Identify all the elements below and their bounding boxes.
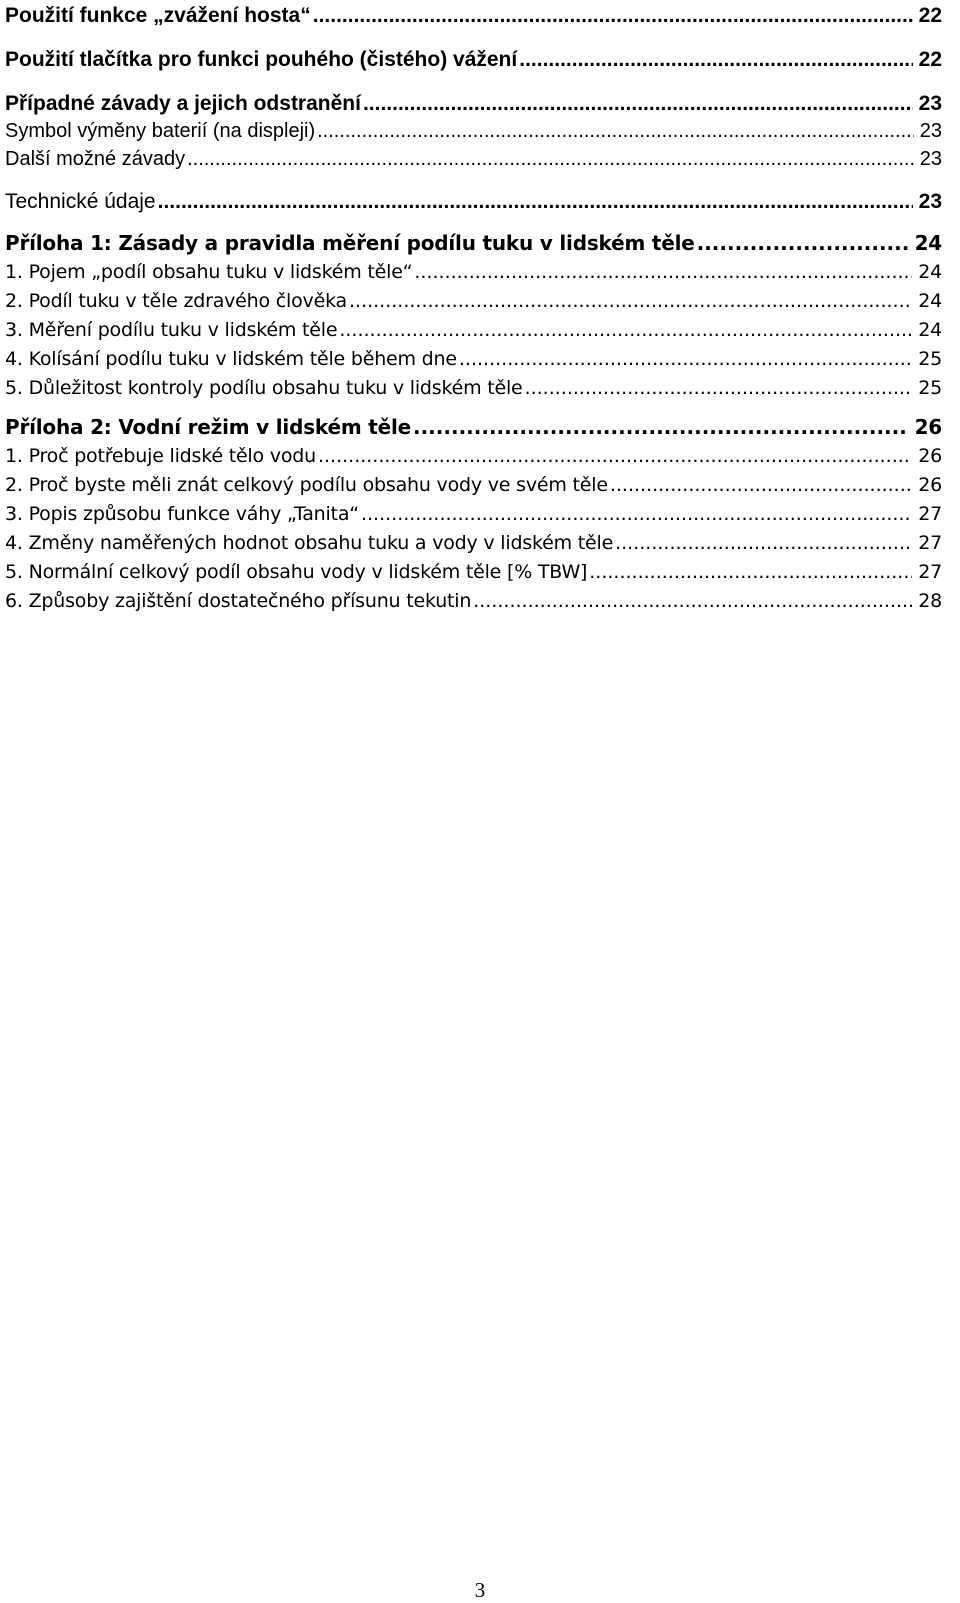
toc-entry-page: 27: [918, 532, 942, 554]
toc-entry-title: Další možné závady: [5, 148, 186, 170]
toc-entry-title: 1. Pojem „podíl obsahu tuku v lidském těle“: [5, 261, 413, 283]
toc-entry[interactable]: [5, 499, 942, 530]
toc-entry-page: 24: [918, 319, 942, 341]
toc-entry-title: 6. Způsoby zajištění dostatečného přísunu tekutin: [5, 590, 472, 612]
toc-leader-dots: [525, 373, 913, 404]
toc-entry[interactable]: [5, 0, 942, 31]
toc-entry[interactable]: [5, 186, 942, 217]
toc-entry[interactable]: [5, 144, 942, 175]
toc-entry[interactable]: [5, 286, 942, 317]
toc-entry[interactable]: [5, 441, 942, 472]
toc-entry-title: 4. Kolísání podílu tuku v lidském těle během dne: [5, 348, 457, 370]
toc-entry-page: 23: [919, 120, 942, 142]
toc-leader-dots: [363, 88, 913, 119]
toc-entry-page: 25: [918, 348, 942, 370]
toc-entry-page: 23: [918, 92, 942, 115]
toc-entry[interactable]: [5, 88, 942, 119]
toc-leader-dots: [361, 499, 912, 530]
toc-entry[interactable]: [5, 586, 942, 617]
toc-leader-dots: [187, 144, 914, 175]
toc-entry-title: Použití tlačítka pro funkci pouhého (čistého) vážení: [5, 48, 518, 71]
toc-leader-dots: [339, 315, 912, 346]
toc-leader-dots: [413, 412, 909, 443]
toc-entry[interactable]: [5, 44, 942, 75]
toc-leader-dots: [318, 441, 912, 472]
toc-entry-page: 24: [918, 261, 942, 283]
toc-leader-dots: [615, 528, 912, 559]
toc-entry-title: Symbol výměny baterií (na displeji): [5, 120, 316, 142]
toc-entry-title: Použití funkce „zvážení hosta“: [5, 4, 311, 27]
toc-leader-dots: [610, 470, 912, 501]
toc-entry[interactable]: [5, 344, 942, 375]
toc-entry-page: 24: [914, 231, 942, 255]
toc-entry-title: Příloha 2: Vodní režim v lidském těle: [5, 415, 411, 439]
toc-entry-page: 27: [918, 561, 942, 583]
toc-entry-title: Příloha 1: Zásady a pravidla měření podílu tuku v lidském těle: [5, 231, 695, 255]
toc-entry-title: Případné závady a jejich odstranění: [5, 92, 361, 115]
page-number: 3: [474, 1578, 486, 1602]
toc-leader-dots: [313, 0, 913, 31]
toc-entry[interactable]: [5, 528, 942, 559]
toc-entry-title: 5. Normální celkový podíl obsahu vody v lidském těle [% TBW]: [5, 561, 588, 583]
toc-leader-dots: [158, 186, 913, 217]
toc-leader-dots: [519, 44, 912, 75]
toc-entry-title: 2. Podíl tuku v těle zdravého člověka: [5, 290, 347, 312]
toc-entry-page: 26: [914, 415, 942, 439]
toc-entry-page: 26: [918, 445, 942, 467]
toc-entry-page: 22: [918, 4, 942, 27]
toc-leader-dots: [349, 286, 912, 317]
toc-leader-dots: [589, 557, 912, 588]
toc-entry-page: 23: [919, 148, 942, 170]
toc-entry[interactable]: [5, 116, 942, 147]
toc-entry-title: Technické údaje: [5, 190, 156, 213]
toc-entry-page: 22: [918, 48, 942, 71]
toc-entry-title: 3. Měření podílu tuku v lidském těle: [5, 319, 338, 341]
toc-entry-page: 24: [918, 290, 942, 312]
toc-leader-dots: [317, 116, 914, 147]
toc-entry-title: 3. Popis způsobu funkce váhy „Tanita“: [5, 503, 359, 525]
toc-entry-page: 25: [918, 377, 942, 399]
toc-entry[interactable]: [5, 470, 942, 501]
toc-entry[interactable]: [5, 315, 942, 346]
toc-leader-dots: [414, 257, 912, 288]
toc-entry-page: 26: [918, 474, 942, 496]
toc-entry[interactable]: [5, 257, 942, 288]
toc-entry[interactable]: [5, 228, 942, 259]
toc-entry-title: 5. Důležitost kontroly podílu obsahu tuku v lidském těle: [5, 377, 523, 399]
toc-entry[interactable]: [5, 557, 942, 588]
toc-entry-title: 4. Změny naměřených hodnot obsahu tuku a vody v lidském těle: [5, 532, 614, 554]
toc-leader-dots: [473, 586, 912, 617]
toc-leader-dots: [459, 344, 912, 375]
toc-entry-title: 2. Proč byste měli znát celkový podílu obsahu vody ve svém těle: [5, 474, 608, 496]
toc-entry-page: 27: [918, 503, 942, 525]
toc-entry-page: 28: [918, 590, 942, 612]
table-of-contents: [5, 0, 942, 617]
toc-entry-page: 23: [918, 190, 942, 213]
toc-entry-title: 1. Proč potřebuje lidské tělo vodu: [5, 445, 316, 467]
toc-entry[interactable]: [5, 412, 942, 443]
toc-entry[interactable]: [5, 373, 942, 404]
toc-leader-dots: [697, 228, 909, 259]
